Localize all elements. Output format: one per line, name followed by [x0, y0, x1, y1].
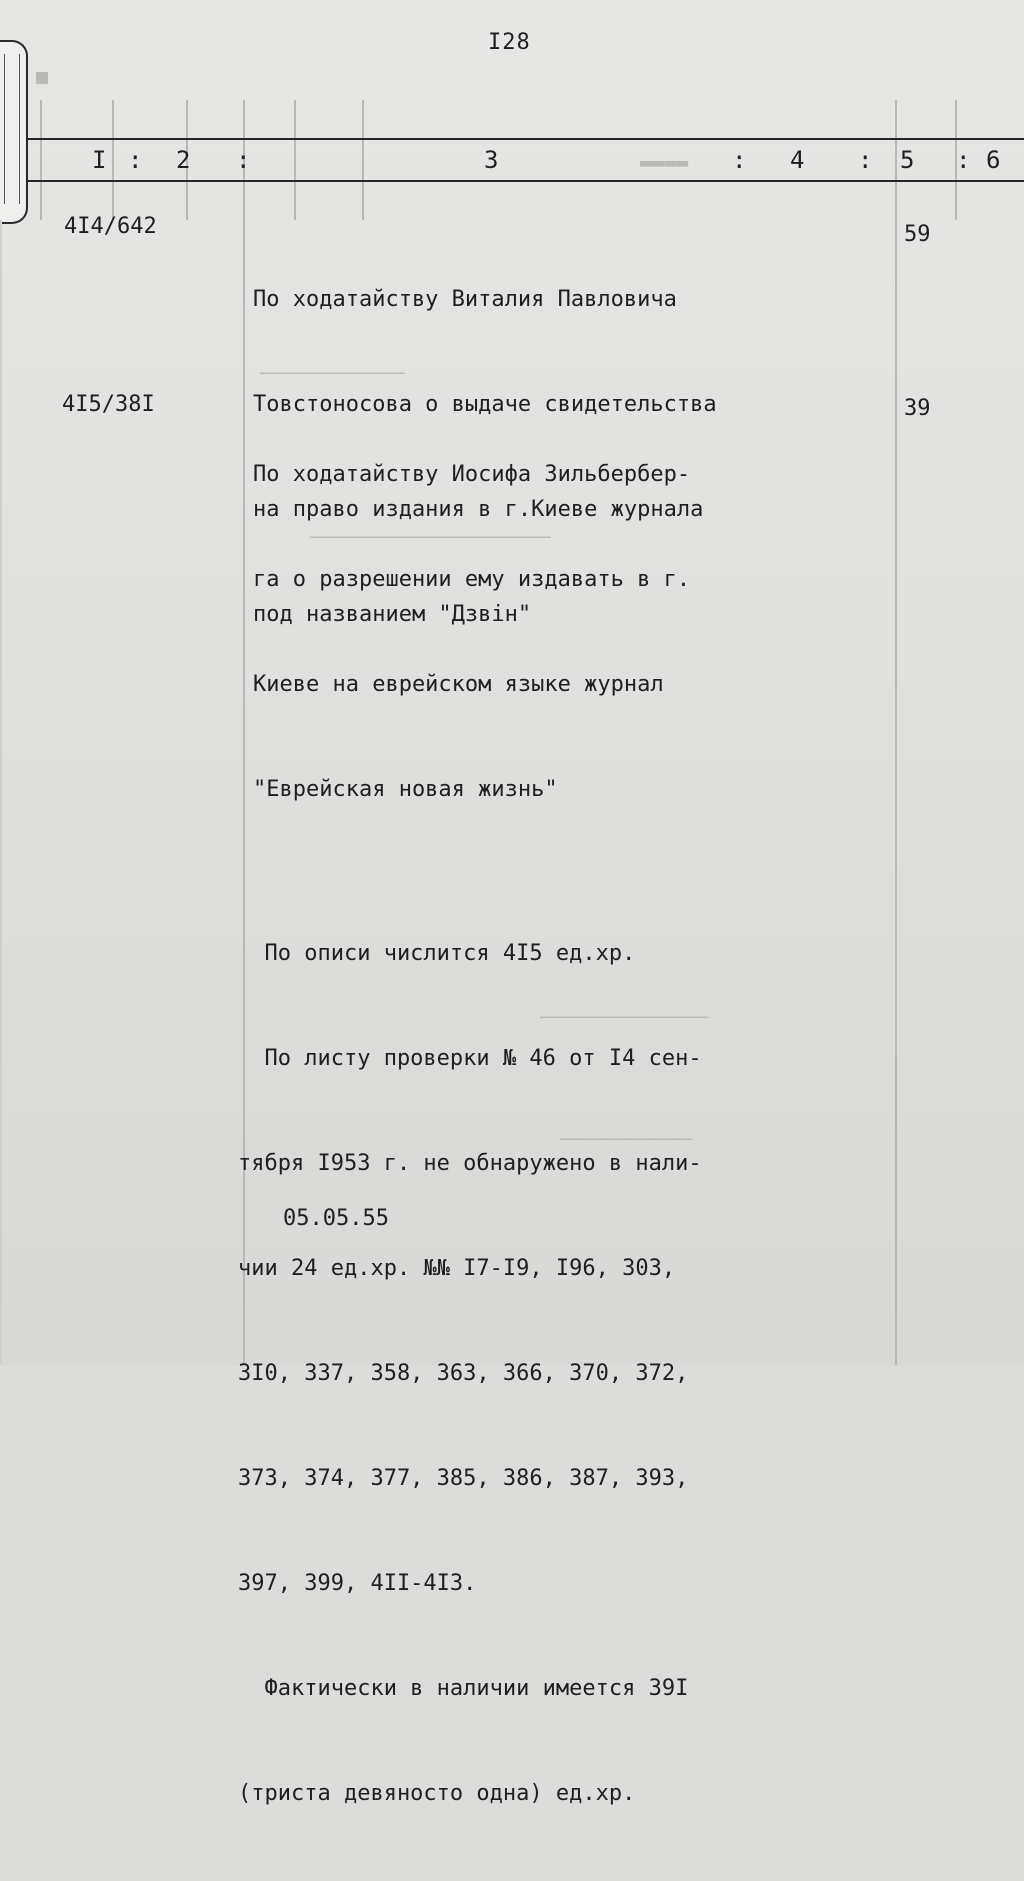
form-column-line	[112, 100, 114, 220]
entry-title	[253, 387, 690, 877]
note-line: По описи числится 4I5 ед.хр.	[238, 941, 636, 966]
entry-title-line: Товстоносова о выдаче свидетельства	[253, 392, 717, 417]
entry-sheet-count: 39	[904, 396, 931, 421]
entry-sheet-count: 59	[904, 222, 931, 247]
bleed-through-mark: ■	[36, 64, 49, 88]
note-line: чии 24 ед.хр. №№ I7-I9, I96, 303,	[238, 1256, 676, 1281]
header-rule-bottom	[26, 180, 1024, 182]
header-rule-top	[26, 138, 1024, 140]
entry-title-line: "Еврейская новая жизнь"	[253, 777, 558, 802]
entry-title-line: га о разрешении ему издавать в г.	[253, 567, 691, 592]
note-line: 397, 399, 4II-4I3.	[238, 1571, 477, 1596]
header-col-6: 6	[986, 146, 1001, 174]
page-number: I28	[488, 30, 531, 55]
bleed-through-mark: ————————————	[260, 360, 405, 384]
entry-number: 4I5/38I	[62, 392, 155, 417]
entry-title-line: на право издания в г.Киеве журнала	[253, 497, 704, 522]
form-column-line	[294, 100, 296, 220]
header-col-5: 5	[900, 146, 915, 174]
binding-lines	[4, 54, 20, 204]
entry-title-line: По ходатайству Виталия Павловича	[253, 287, 677, 312]
note-line: 3I0, 337, 358, 363, 366, 370, 372,	[238, 1361, 689, 1386]
form-column-line	[895, 100, 897, 1365]
bleed-through-mark: ——————————————	[540, 1004, 709, 1028]
entry-title-line: По ходатайству Иосифа Зильбербер-	[253, 462, 691, 487]
header-separator: :	[858, 146, 873, 174]
entry-title-line: под названием "Дзвiн"	[253, 602, 532, 627]
form-column-line	[40, 100, 42, 220]
binding-edge	[0, 220, 2, 1365]
verification-note	[238, 866, 702, 1881]
document-date: 05.05.55	[283, 1206, 389, 1231]
bleed-through-mark: ▬▬▬▬	[640, 150, 689, 174]
header-col-1: I	[92, 146, 107, 174]
header-col-4: 4	[790, 146, 805, 174]
header-col-2: 2	[176, 146, 191, 174]
header-col-3: 3	[484, 146, 499, 174]
header-separator: :	[128, 146, 143, 174]
header-separator: :	[732, 146, 747, 174]
entry-title-line: Киеве на еврейском языке журнал	[253, 672, 664, 697]
note-line: 373, 374, 377, 385, 386, 387, 393,	[238, 1466, 689, 1491]
note-line: По листу проверки № 46 от I4 сен-	[238, 1046, 702, 1071]
entry-number: 4I4/642	[64, 214, 157, 239]
bleed-through-mark: ———————————	[560, 1126, 693, 1150]
form-column-line	[362, 100, 364, 220]
note-line: тября I953 г. не обнаружено в нали-	[238, 1151, 702, 1176]
note-line: Фактически в наличии имеется 39I	[238, 1676, 689, 1701]
header-separator: :	[956, 146, 971, 174]
header-separator: :	[236, 146, 251, 174]
note-line: (триста девяносто одна) ед.хр.	[238, 1781, 636, 1806]
bleed-through-mark: ————————————————————	[310, 524, 551, 548]
